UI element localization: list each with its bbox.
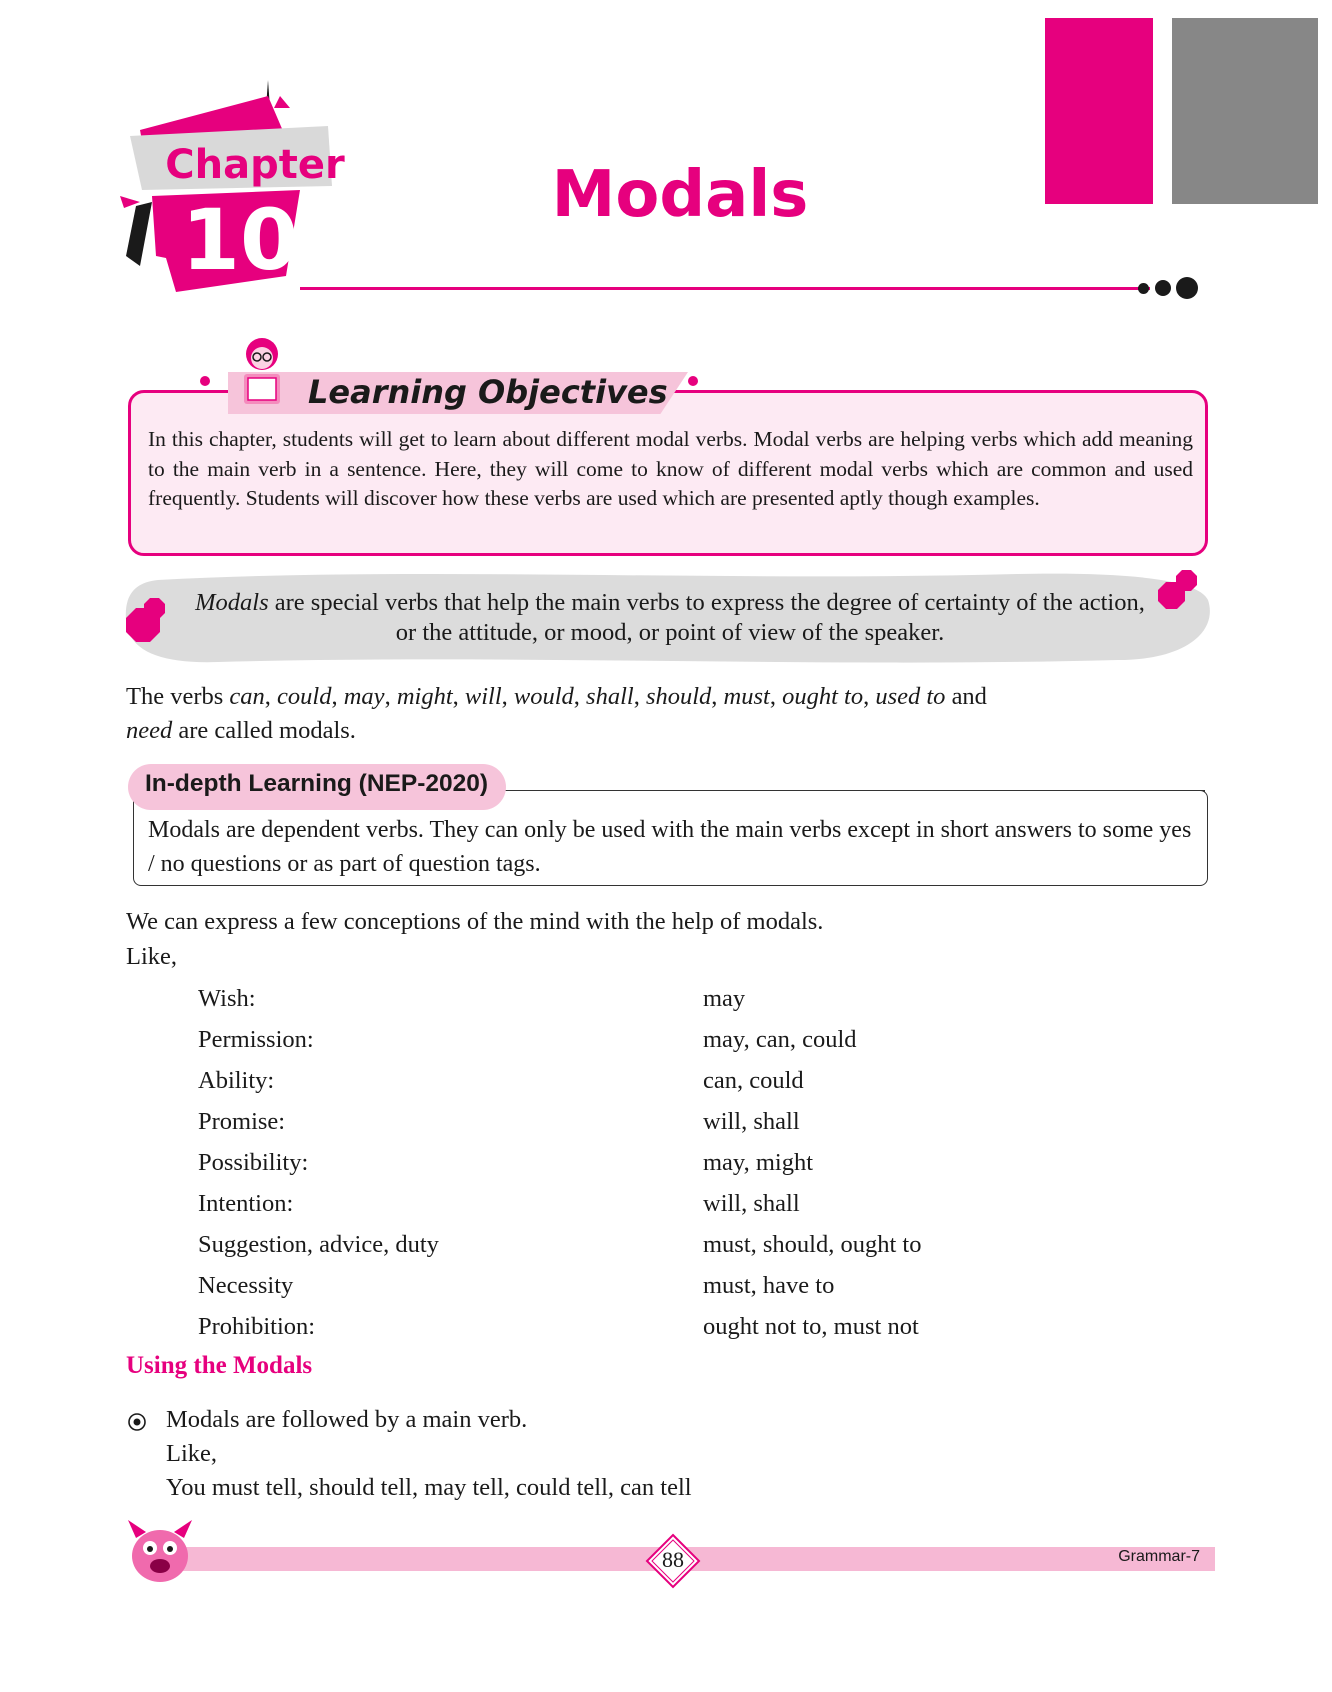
concept-row — [198, 1064, 1048, 1105]
bullet-item — [166, 1403, 1166, 1505]
concept-label: Intention: — [198, 1190, 294, 1217]
concept-row — [198, 1228, 1048, 1269]
modal-verb: could — [277, 683, 332, 710]
chapter-label: Chapter — [165, 142, 345, 188]
modal-verb: should — [645, 683, 712, 710]
bullet-text: Modals are followed by a main verb. — [166, 1406, 528, 1433]
page-number: 88 — [662, 1547, 684, 1572]
decorative-dot — [688, 376, 698, 386]
decorative-block-pink — [1045, 18, 1153, 204]
concept-value: may, can, could — [703, 1026, 857, 1053]
bullet-example: You must tell, should tell, may tell, could tell, can tell — [166, 1474, 692, 1501]
target-bullet-icon — [127, 1412, 147, 1432]
concept-value: can, could — [703, 1067, 804, 1094]
concept-label: Necessity — [198, 1272, 294, 1299]
learning-objectives-title: Learning Objectives — [308, 373, 668, 411]
concept-label: Ability: — [198, 1067, 275, 1094]
modal-verb: would — [513, 683, 574, 710]
in-depth-label: In-depth Learning (NEP-2020) — [145, 770, 489, 797]
concept-row — [198, 1146, 1048, 1187]
definition-text — [185, 588, 1155, 648]
modal-verb: can — [229, 683, 265, 710]
modal-verb: might — [396, 683, 453, 710]
concept-row — [198, 1023, 1048, 1064]
decorative-block-gray — [1172, 18, 1318, 204]
modals-list-outro: are called modals. — [172, 717, 356, 744]
modal-verb: used to — [875, 683, 946, 710]
section-heading: Using the Modals — [126, 1352, 313, 1379]
concept-label: Suggestion, advice, duty — [198, 1231, 439, 1258]
modal-verb: must — [723, 683, 770, 710]
concepts-table — [198, 982, 1048, 1351]
concept-value: must, have to — [703, 1272, 835, 1299]
concept-label: Prohibition: — [198, 1313, 316, 1340]
learning-objectives-text: In this chapter, students will get to learn about different modal verbs. Modal verbs are helping verbs which add meaning to the main verb in a sentence. Here, they will come to know of different modal verbs which are common and used frequently. Students will discover how these verbs are used which are presented aptly though examples. — [148, 427, 1193, 510]
concept-value: must, should, ought to — [703, 1231, 922, 1258]
concept-value: will, shall — [703, 1190, 800, 1217]
concepts-intro: We can express a few conceptions of the mind with the help of modals. — [126, 908, 824, 935]
modal-verb: shall — [586, 683, 634, 710]
modal-verb: may — [343, 683, 385, 710]
concept-label: Promise: — [198, 1108, 286, 1135]
decorative-dot — [200, 376, 210, 386]
book-name: Grammar-7 — [1118, 1548, 1200, 1565]
concept-row — [198, 982, 1048, 1023]
definition-body: are special verbs that help the main verbs to express the degree of certainty of the action, or the attitude, or mood, or point of view of the speaker. — [268, 589, 1145, 646]
title-rule — [300, 287, 1150, 290]
concept-label: Possibility: — [198, 1149, 309, 1176]
reading-girl-icon — [232, 336, 292, 408]
concept-row — [198, 1105, 1048, 1146]
chapter-number: 10 — [181, 191, 299, 289]
concept-value: may, might — [703, 1149, 814, 1176]
modals-list-and: and — [945, 683, 987, 710]
bullet-like: Like, — [166, 1440, 218, 1467]
modal-verb: ought to — [782, 683, 864, 710]
modals-list-intro: The verbs — [126, 683, 230, 710]
concept-row — [198, 1310, 1048, 1351]
modals-list-paragraph: The verbs can, could, may, might, will, would, shall, should, must, ought to, used to and need are called modals. — [126, 683, 987, 744]
in-depth-text: Modals are dependent verbs. They can only be used with the main verbs except in short answers to some yes / no questions or as part of question tags. — [148, 817, 1192, 877]
concept-row — [198, 1269, 1048, 1310]
page-title: Modals — [551, 158, 809, 232]
concept-row — [198, 1187, 1048, 1228]
definition-term: Modals — [195, 589, 269, 616]
concepts-like: Like, — [126, 943, 178, 970]
concept-label: Permission: — [198, 1026, 314, 1053]
concept-label: Wish: — [198, 985, 256, 1012]
concept-value: will, shall — [703, 1108, 800, 1135]
modal-verb: need — [126, 717, 173, 744]
concept-value: ought not to, must not — [703, 1313, 919, 1340]
concept-value: may — [703, 985, 746, 1012]
modal-verb: will — [464, 683, 502, 710]
monster-mascot-icon — [120, 1510, 200, 1590]
